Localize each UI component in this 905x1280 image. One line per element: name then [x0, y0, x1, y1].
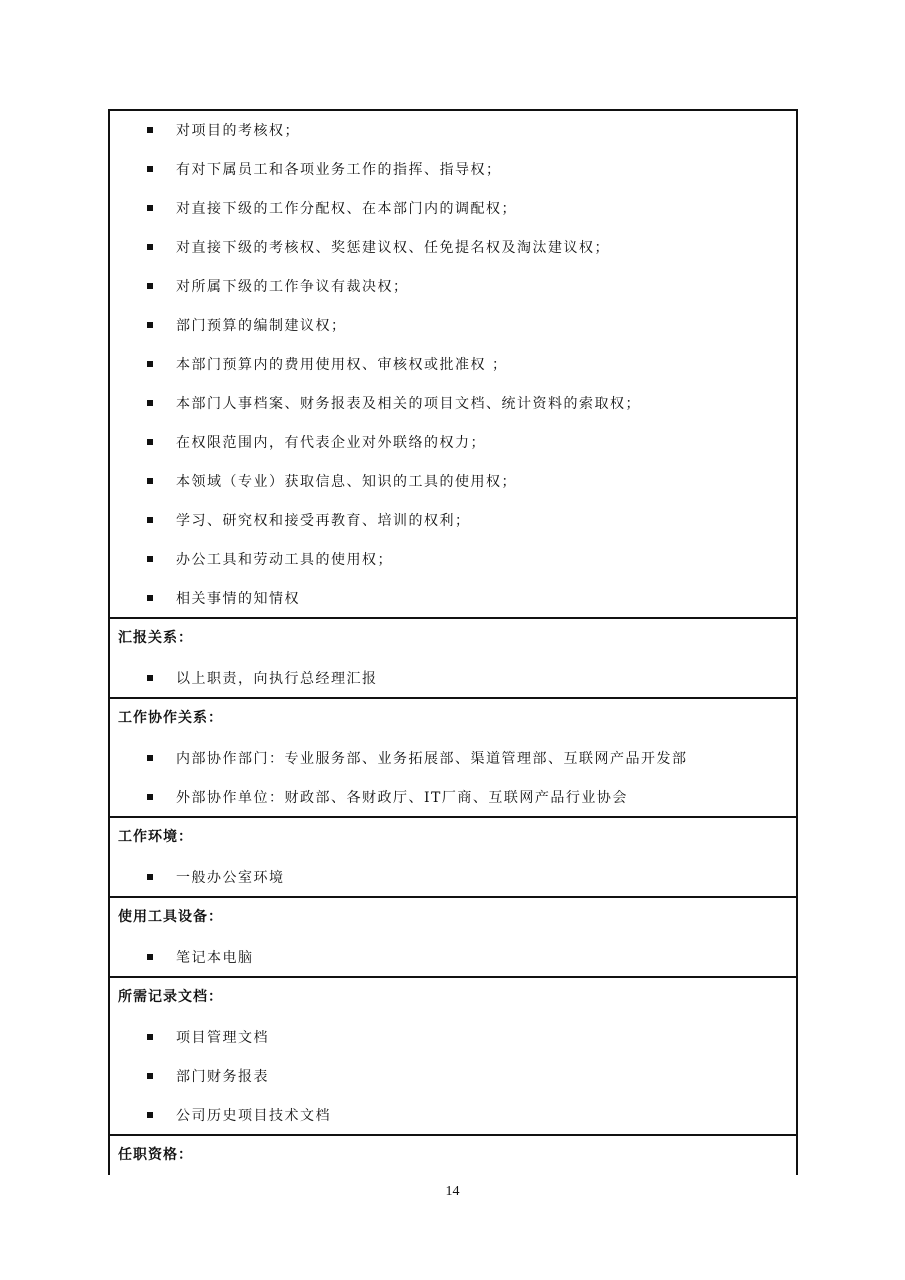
bullet-square-icon — [147, 954, 153, 960]
list-item: 有对下属员工和各项业务工作的指挥、指导权； — [110, 149, 796, 188]
section-title: 工作环境： — [118, 829, 193, 845]
section-title: 使用工具设备： — [118, 909, 223, 925]
list-item: 本领域（专业）获取信息、知识的工具的使用权； — [110, 461, 796, 500]
bullet-square-icon — [147, 322, 153, 328]
qualifications-section — [110, 1136, 796, 1175]
list-item: 项目管理文档 — [110, 1017, 796, 1056]
bullet-square-icon — [147, 166, 153, 172]
bullet-square-icon — [147, 755, 153, 761]
list-item: 公司历史项目技术文档 — [110, 1095, 796, 1134]
section-title: 任职资格： — [118, 1147, 193, 1163]
list-item: 学习、研究权和接受再教育、培训的权利； — [110, 500, 796, 539]
list-item: 部门财务报表 — [110, 1056, 796, 1095]
list-item: 笔记本电脑 — [110, 937, 796, 976]
list-item: 相关事情的知情权 — [110, 578, 796, 617]
environment-section — [110, 818, 796, 898]
bullet-square-icon — [147, 1073, 153, 1079]
bullet-square-icon — [147, 283, 153, 289]
bullet-square-icon — [147, 361, 153, 367]
section-title: 所需记录文档： — [118, 989, 223, 1005]
bullet-square-icon — [147, 794, 153, 800]
bullet-square-icon — [147, 1034, 153, 1040]
bullet-square-icon — [147, 439, 153, 445]
authority-section — [110, 111, 796, 619]
list-item: 本部门预算内的费用使用权、审核权或批准权 ； — [110, 344, 796, 383]
documents-section — [110, 978, 796, 1136]
list-item: 以上职责，向执行总经理汇报 — [110, 658, 796, 697]
bullet-square-icon — [147, 244, 153, 250]
bullet-square-icon — [147, 595, 153, 601]
list-item: 本部门人事档案、财务报表及相关的项目文档、统计资料的索取权； — [110, 383, 796, 422]
list-item: 对项目的考核权； — [110, 111, 796, 149]
list-item: 在权限范围内，有代表企业对外联络的权力； — [110, 422, 796, 461]
bullet-square-icon — [147, 556, 153, 562]
bullet-square-icon — [147, 478, 153, 484]
bullet-square-icon — [147, 127, 153, 133]
page-number: 14 — [445, 1184, 460, 1199]
list-item: 对直接下级的工作分配权、在本部门内的调配权； — [110, 188, 796, 227]
list-item: 外部协作单位：财政部、各财政厅、IT厂商、互联网产品行业协会 — [110, 777, 796, 816]
list-item: 办公工具和劳动工具的使用权； — [110, 539, 796, 578]
bullet-square-icon — [147, 400, 153, 406]
bullet-square-icon — [147, 205, 153, 211]
bullet-square-icon — [147, 1112, 153, 1118]
section-title: 工作协作关系： — [118, 710, 223, 726]
section-title: 汇报关系： — [118, 630, 193, 646]
list-item: 部门预算的编制建议权； — [110, 305, 796, 344]
bullet-square-icon — [147, 874, 153, 880]
bullet-square-icon — [147, 675, 153, 681]
list-item: 对所属下级的工作争议有裁决权； — [110, 266, 796, 305]
list-item: 一般办公室环境 — [110, 857, 796, 896]
tools-section — [110, 898, 796, 978]
list-item: 对直接下级的考核权、奖惩建议权、任免提名权及淘汰建议权； — [110, 227, 796, 266]
bullet-square-icon — [147, 517, 153, 523]
collaboration-section — [110, 699, 796, 818]
responsibility-table — [108, 109, 798, 1175]
list-item: 内部协作部门：专业服务部、业务拓展部、渠道管理部、互联网产品开发部 — [110, 738, 796, 777]
reporting-section — [110, 619, 796, 699]
